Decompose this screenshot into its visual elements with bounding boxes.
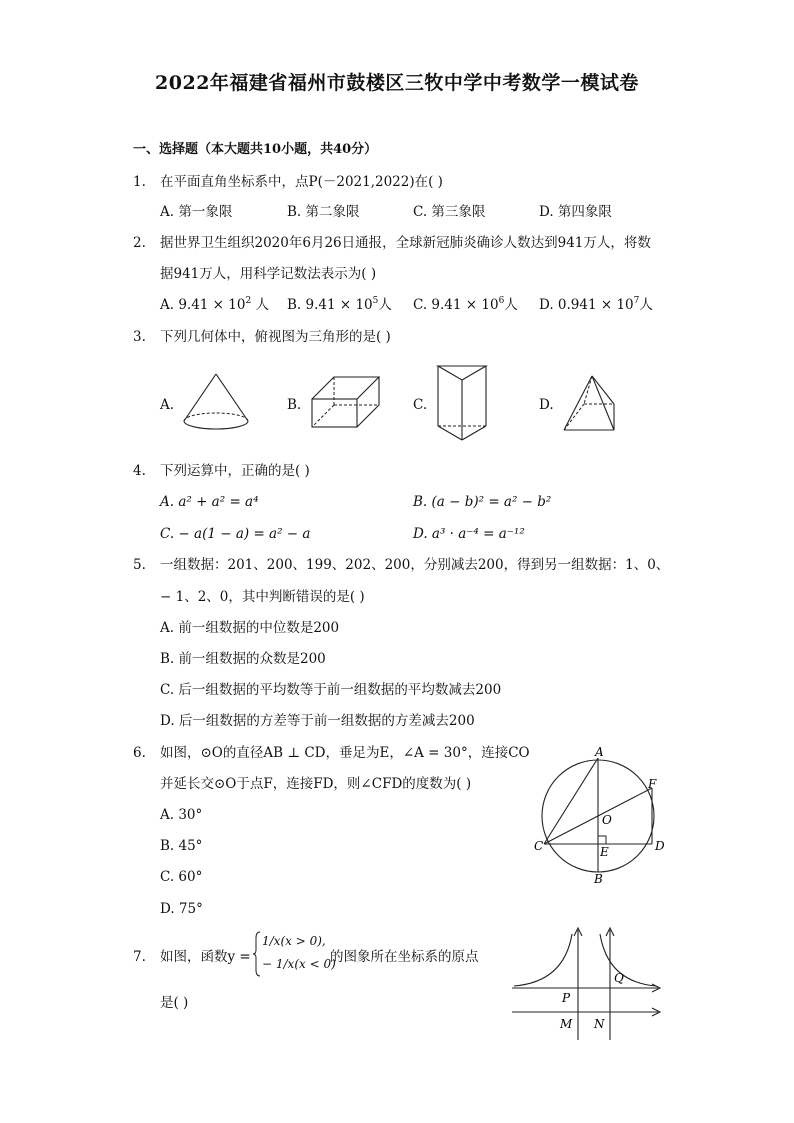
q3-text: 下列几何体中，俯视图为三角形的是( ) (160, 329, 391, 345)
label-c: C (534, 839, 544, 853)
q2-c-exp: 6 (498, 296, 505, 306)
q7-line2: 是( ) (160, 995, 189, 1011)
q7-suffix: 的图象所在坐标系的原点 (330, 949, 479, 965)
label-f: F (648, 777, 657, 791)
q6-line1: 如图，⊙O的直径AB ⊥ CD，垂足为E，∠A = 30°，连接CO (160, 745, 530, 761)
q2-b-exp: 5 (372, 296, 379, 306)
q1-option-d: D. 第四象限 (539, 204, 612, 220)
prism-figure (434, 362, 494, 444)
q3-label-d: D. (539, 397, 554, 413)
q5-option-d: D. 后一组数据的方差等于前一组数据的方差减去200 (160, 713, 475, 729)
q7-prefix: 如图，函数y = (160, 949, 251, 965)
q3-label-c: C. (413, 397, 428, 413)
label-d: D (655, 839, 665, 853)
q5-line2: − 1、2、0，其中判断错误的是( ) (160, 589, 365, 605)
label-q: Q (614, 971, 624, 985)
label-a: A (595, 745, 604, 759)
label-o: O (602, 813, 612, 827)
q2-d-exp: 7 (633, 296, 640, 306)
q2-option-a (160, 296, 269, 314)
q5-line1: 一组数据：201、200、199、202、200，分别减去200，得到另一组数据：1、0、 (160, 557, 670, 573)
q1-option-a: A. 第一象限 (160, 204, 233, 220)
q5-option-c: C. 后一组数据的平均数等于前一组数据的平均数减去200 (160, 682, 502, 698)
q2-a-unit: 人 (251, 297, 269, 313)
cuboid-figure (308, 372, 384, 432)
q4-option-a: A. a² + a² = a⁴ (160, 494, 259, 510)
q3-number: 3. (133, 329, 146, 345)
q6-option-c: C. 60° (160, 869, 203, 885)
q2-b-base: B. 9.41 × 10 (287, 297, 373, 313)
q6-option-a: A. 30° (160, 807, 203, 823)
q2-line2: 据941万人，用科学记数法表示为( ) (160, 266, 377, 282)
q3-label-a: A. (160, 397, 175, 413)
brace-icon (252, 930, 262, 978)
hyperbola-figure (508, 924, 668, 1046)
q4-text: 下列运算中，正确的是( ) (160, 463, 310, 479)
q7-case1: 1/x(x > 0), (262, 934, 326, 948)
q6-number: 6. (133, 745, 146, 761)
pyramid-figure (560, 372, 618, 436)
q2-option-b (287, 296, 392, 314)
q4-option-d: D. a³ · a⁻⁴ = a⁻¹² (413, 526, 525, 542)
q2-a-base: A. 9.41 × 10 (160, 297, 246, 313)
q5-number: 5. (133, 557, 146, 573)
q6-option-b: B. 45° (160, 838, 203, 854)
q2-c-base: C. 9.41 × 10 (413, 297, 499, 313)
circle-figure (528, 740, 678, 890)
q5-option-b: B. 前一组数据的众数是200 (160, 651, 326, 667)
q1-number: 1. (133, 174, 146, 190)
q2-option-c (413, 296, 518, 314)
label-b: B (594, 872, 603, 886)
q7-case2: − 1/x(x < 0) (262, 957, 336, 971)
q2-b-unit: 人 (378, 297, 392, 313)
q6-option-d: D. 75° (160, 901, 203, 917)
q2-line1: 据世界卫生组织2020年6月26日通报，全球新冠肺炎确诊人数达到941万人，将数 (160, 235, 651, 251)
q2-a-exp: 2 (245, 296, 252, 306)
label-m: M (560, 1017, 573, 1031)
q1-option-c: C. 第三象限 (413, 204, 486, 220)
q6-line2: 并延长交⊙O于点F，连接FD，则∠CFD的度数为( ) (160, 776, 472, 792)
q3-label-b: B. (287, 397, 302, 413)
label-e: E (600, 845, 609, 859)
q1-option-b: B. 第二象限 (287, 204, 360, 220)
q2-d-unit: 人 (639, 297, 653, 313)
label-p: P (562, 991, 571, 1005)
label-n: N (594, 1017, 605, 1031)
q4-option-c: C. − a(1 − a) = a² − a (160, 526, 311, 542)
q4-option-b: B. (a − b)² = a² − b² (413, 494, 552, 510)
page-title: 2022年福建省福州市鼓楼区三牧中学中考数学一模试卷 (155, 72, 639, 94)
q2-d-base: D. 0.941 × 10 (539, 297, 634, 313)
q4-number: 4. (133, 463, 146, 479)
cone-figure (178, 368, 254, 434)
q2-number: 2. (133, 235, 146, 251)
q1-text: 在平面直角坐标系中，点P(－2021,2022)在( ) (160, 174, 443, 190)
q7-number: 7. (133, 949, 146, 965)
section-heading: 一、选择题（本大题共10小题，共40分） (133, 142, 378, 157)
q2-c-unit: 人 (504, 297, 518, 313)
q5-option-a: A. 前一组数据的中位数是200 (160, 620, 340, 636)
q2-option-d (539, 296, 653, 314)
